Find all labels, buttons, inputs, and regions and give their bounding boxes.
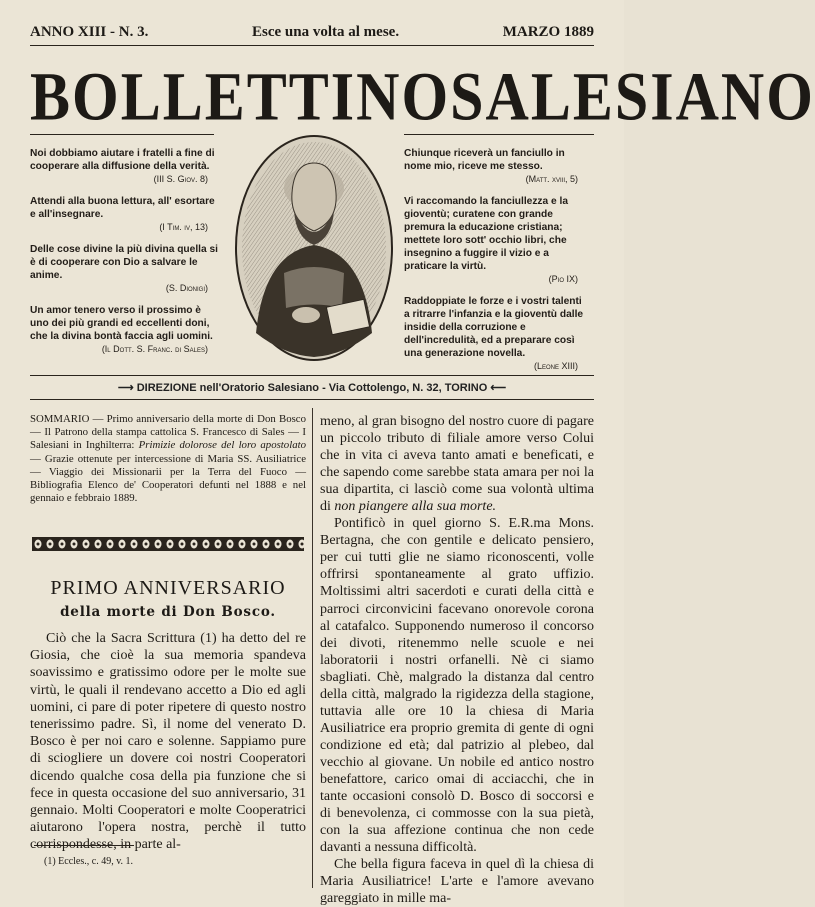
quote-source: (I Tim. iv, 13) [159,222,208,232]
quotes-right-column [404,147,590,382]
ornament-band-icon [32,537,304,551]
quote-text: Attendi alla buona lettura, all' esortare e all'insegnare. [30,196,215,220]
quote-text: Vi raccomando la fanciullezza e la gioventù; curatene con grande premura la educazione cristiana; mettete loro sott' occhio libri, che insegnino a fuggire il vizio e a praticare la virtù. [404,196,569,272]
article-subtitle: della morte di Don Bosco. [60,604,276,620]
quote-text: Un amor tenero verso il prossimo è uno dei più grandi ed eccellenti doni, che la divina bontà faccia agli uomini. [30,305,213,342]
masthead-word-1: BOLLETTINO [30,58,451,135]
quotes-left-column [30,147,220,365]
frequency-note: Esce una volta al mese. [252,24,400,40]
header-rule [30,45,594,46]
article-title: PRIMO ANNIVERSARIO [50,577,286,599]
quote-source: (Il Dott. S. Franc. di Sales) [101,344,208,354]
masthead-rule-left [30,134,214,135]
masthead-rule-right [404,134,594,135]
quote-text: Chiunque riceverà un fanciullo in nome mio, riceve me stesso. [404,148,565,172]
hand-pointer-left-icon: ⟵ [490,382,507,394]
quote-item [30,243,220,295]
hand-pointer-right-icon: ⟶ [117,382,137,394]
summary-block [30,413,306,505]
paragraph: Pontificò in quel giorno S. E.R.ma Mons. Bertagna, che con gentile e delicato pensiero, per cui tutti glie ne siamo riconoscenti, volle offrirsi spontaneamente al grato uffizio. Moltissimi altri sacerdoti e curati della città e parroci circonvicini facevano onorevole corona al catafalco. Supponendo numeroso il concorso dei divoti, ritenemmo nelle scuole e nei laboratorii i nostri orfanelli. Nè ci siamo sbagliati. Chè, malgrado la distanza dal centro della città, malgrado la rigidezza della stagione, tuttavia alle ore 10 la chiesa di Maria Ausiliatrice era proprio gremita di gente di ogni condizione ed età; dal patrizio al plebeo, dal vecchio al giovane. Un nobile ed antico nostro benefattore, carico omai di acciacchi, che in tante occasioni consolò D. Bosco di soccorsi e di benevolenza, ci commosse con la sua pietà, con la sua affezione continua che non cede davanti a nessuna difficoltà. [320,516,594,856]
masthead-title [30,58,815,135]
quote-source: (Leone XIII) [533,361,578,371]
paragraph: Che bella figura faceva in quel dì la chiesa di Maria Ausiliatrice! L'arte e l'amore avevano gareggiato in mille ma- [320,857,594,907]
column-divider [312,408,313,888]
summary-italic: Primizie dolorose del loro apostolato [138,439,306,452]
quote-source: (Pio IX) [548,274,578,284]
quote-text: Raddoppiate le forze e i vostri talenti a ritrarre l'infanzia e la gioventù dalle insidie della corruzione e dell'incredulità, ed a preparare così una generazione novella. [404,296,584,359]
summary-text-2: — Grazie ottenute per intercessione di Maria SS. Ausiliatrice — Viaggio dei Missionarii per la Terra del Fuoco — Bibliografia Elenco de' Cooperatori defunti nel 1888 e nel gennaio e febbraio 1889. [30,452,306,505]
ornamental-border [32,536,304,550]
direction-rule-bottom [30,399,594,400]
portrait-engraving [234,133,394,363]
quote-source: (III S. Giov. 8) [153,174,208,184]
paragraph-italic: non piangere alla sua morte. [334,499,497,515]
quote-item [404,295,590,373]
direction-address: DIREZIONE nell'Oratorio Salesiano - Via Cottolengo, N. 32, TORINO [136,382,488,394]
quote-item [404,147,590,186]
article-body-left: Ciò che la Sacra Scrittura (1) ha detto del re Giosia, che cioè la sua memoria spandeva soavissimo e gratissimo odore per le molte sue virtù, le quali il rendevano accetto a Dio ed agli uomini, ci pare di poter ripetere di questo nostro tenerissimo padre. Sì, il nome del venerato D. Bosco è per noi caro e solenne. Sappiamo pure di sciogliere un dovere coi nostri Cooperatori dicendo qualche cosa della pia funzione che si fece in questa occasione del suo anniversario, 31 gennaio. Molti Cooperatori e molte Cooperatrici aiutarono l'opera nostra, perchè il tutto corrispondesse, in parte al- [30,631,306,853]
direction-rule-top [30,375,594,376]
quote-item [30,304,220,356]
header-line [30,24,594,41]
masthead-word-2: SALESIANO [450,58,815,135]
issue-date: MARZO 1889 [502,24,594,40]
saint-portrait-icon [234,133,394,363]
footnote: (1) Eccles., c. 49, v. 1. [44,856,134,867]
article-body-right [320,413,594,907]
quote-source: (Matt. xviii, 5) [525,174,578,184]
paragraph-text: meno, al gran bisogno del nostro cuore di pagare un piccolo tributo di filiale amore verso Colui che in vita ci aveva tanto amati e beneficati, e che sapendo come sarebbe stata amara per noi la sua dipartita, ci lasciò come sua volontà ultima di [320,414,594,515]
footnote-rule [34,845,134,846]
summary-label: SOMMARIO [30,413,90,425]
quote-text: Noi dobbiamo aiutare i fratelli a fine di cooperare alla diffusione della verità. [30,148,215,172]
quote-source: (S. Dionigi) [165,283,208,293]
issue-number: ANNO XIII - N. 3. [30,24,149,40]
direction-line [30,381,594,394]
quote-item [30,147,220,186]
summary-text: — Primo anniversario della morte di Don Bosco — Il Patrono della stampa cattolica S. Francesco di Sales — I Salesiani in Inghilterra: [30,413,306,452]
paragraph [320,413,594,515]
quote-text: Delle cose divine la più divina quella si è di cooperare con Dio a salvare le anime. [30,244,218,281]
quote-item [30,195,220,234]
quote-item [404,195,590,286]
